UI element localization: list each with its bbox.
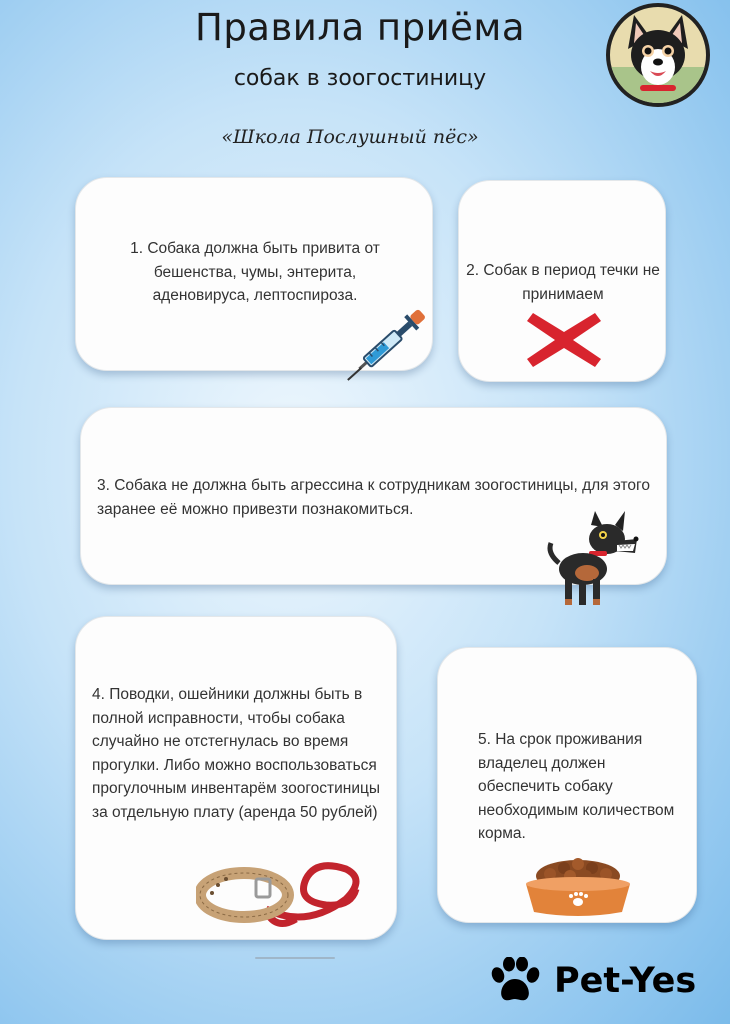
rule-text: 4. Поводки, ошейники должны быть в полной исправности, чтобы собака случайно не отстегнулась во время прогулки. Либо можно воспользоваться прогулочным инвентарём зоогостиницы за отдельную плату (аренда 50 рублей) — [92, 686, 380, 821]
rule-text: 3. Собака не должна быть агрессина к сотрудникам зоогостиницы, для этого заранее её можно привезти познакомиться. — [97, 477, 650, 518]
angry-dog-icon — [545, 511, 641, 611]
red-cross-icon — [527, 313, 601, 367]
rule-text: 5. На срок проживания владелец должен обеспечить собаку необходимым количеством корма. — [478, 731, 675, 842]
rule-card-vaccination — [75, 177, 433, 371]
school-name: «Школа Послушный пёс» — [221, 126, 479, 148]
dog-logo-icon — [606, 3, 710, 107]
rule-card-heat — [458, 180, 666, 382]
rule-text: 1. Собака должна быть привита от бешенства, чумы, энтерита, аденовируса, лептоспироза. — [130, 240, 380, 304]
paw-icon — [490, 957, 540, 1005]
page-subtitle: собак в зоогостиницу — [233, 66, 487, 91]
syringe-icon — [340, 294, 446, 390]
rule-card-aggression — [80, 407, 667, 585]
dog-food-bowl-icon — [520, 854, 636, 920]
fine-print-line — [255, 957, 335, 959]
rule-text: 2. Собак в период течки не принимаем — [466, 262, 660, 303]
rule-card-food — [437, 647, 697, 923]
brand-name: Pet-Yes — [554, 961, 697, 1001]
collar-leash-icon — [196, 849, 366, 939]
rule-card-leash — [75, 616, 397, 940]
brand-footer — [490, 955, 696, 1007]
page-title: Правила приёма — [195, 6, 525, 49]
